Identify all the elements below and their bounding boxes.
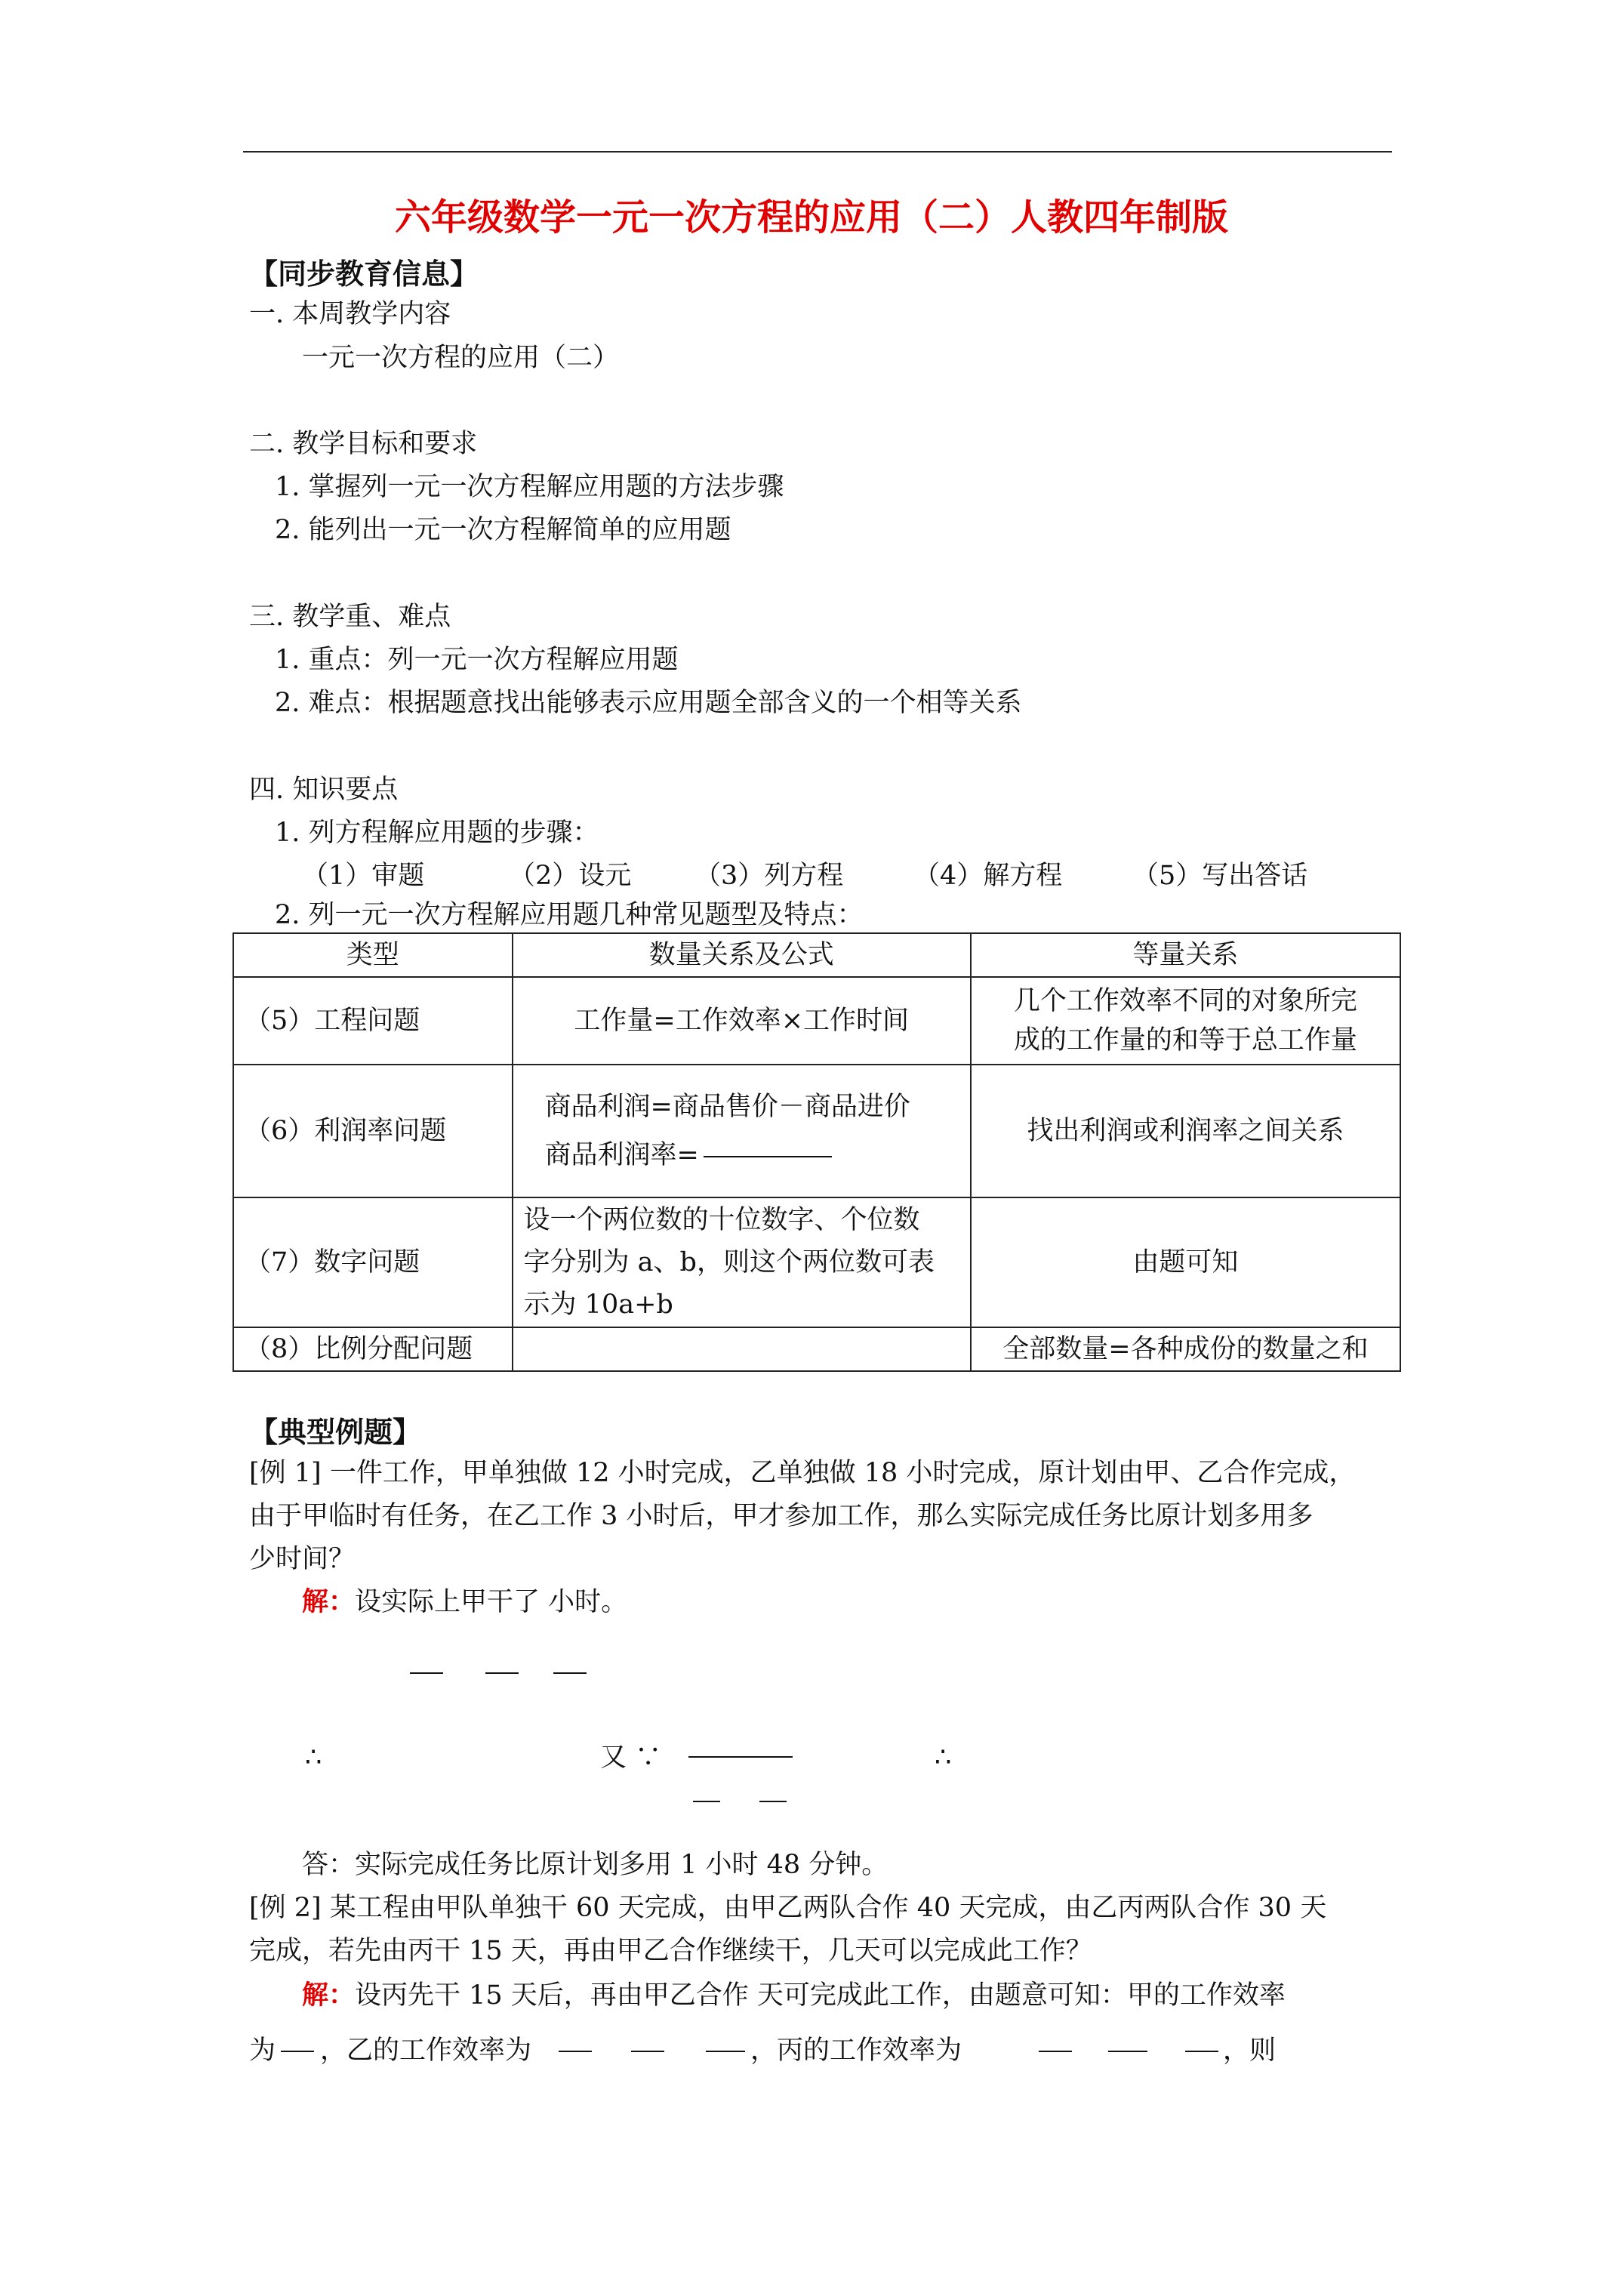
fraction-bar	[1039, 2051, 1072, 2052]
header-cell: 数量关系及公式	[513, 933, 971, 977]
step: （3）列方程	[694, 861, 844, 891]
section-4-item1: 1. 列方程解应用题的步骤：	[275, 818, 599, 848]
solution-text: 设丙先干 15 天后，再由甲乙合作 天可完成此工作，由题意可知：甲的工作效率	[355, 1980, 1286, 2011]
sync-header: 【同步教育信息】	[249, 257, 479, 291]
formula-cell	[513, 1197, 971, 1327]
table-row	[233, 1327, 1400, 1371]
table-row	[233, 1065, 1400, 1197]
fraction-bar	[688, 1756, 793, 1758]
example-2-rate-line: 为	[249, 2036, 276, 2066]
example-2-text: [例 2] 某工程由甲队单独干 60 天完成，由甲乙两队合作 40 天完成，由乙丙两队合作 30 天	[249, 1893, 1327, 1923]
type-cell: （7）数字问题	[233, 1197, 513, 1327]
problem-type-table	[233, 932, 1401, 1372]
fraction-bar	[410, 1672, 443, 1674]
formula-line: 字分别为 a、b，则这个两位数可表	[523, 1247, 935, 1277]
section-4-item2: 2. 列一元一次方程解应用题几种常见题型及特点：	[275, 900, 864, 930]
fraction-bar	[559, 2051, 592, 2052]
relation-line: 成的工作量的和等于总工作量	[1013, 1025, 1357, 1056]
example-2-rate-line: ，则	[1223, 2036, 1277, 2066]
fraction-bar	[1108, 2051, 1147, 2052]
solution-label: 解：	[302, 1980, 356, 2011]
relation-line: 几个工作效率不同的对象所完	[1013, 986, 1357, 1016]
example-2-rate-line: ，乙的工作效率为	[320, 2036, 532, 2066]
solution-label: 解：	[302, 1586, 356, 1617]
formula-line: 商品利润率=	[544, 1140, 699, 1170]
section-2-item: 1. 掌握列一元一次方程解应用题的方法步骤	[275, 472, 784, 502]
formula-line: 工作量=工作效率×工作时间	[574, 1006, 910, 1036]
section-2-item: 2. 能列出一元一次方程解简单的应用题	[275, 515, 731, 545]
step: （2）设元	[509, 861, 632, 891]
section-4-heading: 四. 知识要点	[249, 775, 399, 805]
step: （5）写出答话	[1132, 861, 1308, 891]
relation-cell: 找出利润或利润率之间关系	[971, 1065, 1400, 1197]
table-header-row	[233, 933, 1400, 977]
example-1-solution	[302, 1586, 627, 1619]
formula-cell	[513, 977, 971, 1065]
formula-line: 设一个两位数的十位数字、个位数	[523, 1205, 920, 1235]
section-3-item: 1. 重点：列一元一次方程解应用题	[275, 645, 679, 675]
therefore-symbol: ∴	[305, 1743, 322, 1773]
section-3-heading: 三. 教学重、难点	[249, 602, 451, 632]
section-2-heading: 二. 教学目标和要求	[249, 429, 478, 459]
example-1-answer: 答：实际完成任务比原计划多用 1 小时 48 分钟。	[302, 1850, 888, 1880]
table-row	[233, 977, 1400, 1065]
fraction-bar	[485, 1672, 519, 1674]
relation-cell: 全部数量=各种成份的数量之和	[971, 1327, 1400, 1371]
section-3-item: 2. 难点：根据题意找出能够表示应用题全部含义的一个相等关系	[275, 688, 1022, 718]
fraction-bar	[1185, 2051, 1218, 2052]
example-2-rate-line: ，丙的工作效率为	[750, 2036, 962, 2066]
step: （1）审题	[302, 861, 425, 891]
section-1-heading: 一. 本周教学内容	[249, 299, 451, 329]
example-2-text: 完成，若先由丙干 15 天，再由甲乙合作继续干，几天可以完成此工作？	[249, 1936, 1092, 1966]
example-1-text: 由于甲临时有任务，在乙工作 3 小时后，甲才参加工作，那么实际完成任务比原计划多用多	[249, 1501, 1313, 1531]
header-cell: 等量关系	[971, 933, 1400, 977]
because-clause: 又 ∵	[600, 1743, 662, 1773]
formula-line: 示为 10a+b	[523, 1290, 673, 1320]
formula-cell	[513, 1065, 971, 1197]
example-2-solution	[302, 1979, 1286, 2012]
fraction-bar	[759, 1801, 787, 1802]
formula-line: 商品利润=商品售价－商品进价	[544, 1092, 910, 1122]
relation-cell: 由题可知	[971, 1197, 1400, 1327]
type-cell: （8）比例分配问题	[233, 1327, 513, 1371]
therefore-symbol: ∴	[935, 1743, 952, 1773]
step: （4）解方程	[913, 861, 1063, 891]
formula-line-wrap	[545, 1136, 959, 1175]
fraction-bar	[281, 2051, 314, 2052]
relation-cell	[971, 977, 1400, 1065]
examples-header: 【典型例题】	[249, 1415, 422, 1449]
header-cell: 类型	[233, 933, 513, 977]
fraction-bar	[631, 2051, 664, 2052]
fraction-bar	[706, 2051, 745, 2052]
fraction-bar	[693, 1801, 720, 1802]
formula-cell	[513, 1327, 971, 1371]
solution-text: 设实际上甲干了 小时。	[355, 1587, 628, 1617]
type-cell: （5）工程问题	[233, 977, 513, 1065]
fraction-bar	[553, 1672, 587, 1674]
header-rule	[243, 151, 1392, 153]
type-cell: （6）利润率问题	[233, 1065, 513, 1197]
section-1-content: 一元一次方程的应用（二）	[302, 343, 620, 373]
table-row	[233, 1197, 1400, 1327]
example-1-text: [例 1] 一件工作，甲单独做 12 小时完成，乙单独做 18 小时完成，原计划由甲、乙合作完成，	[249, 1458, 1356, 1488]
example-1-text: 少时间？	[249, 1544, 356, 1574]
page-title: 六年级数学一元一次方程的应用（二）人教四年制版	[394, 196, 1228, 239]
fraction-bar	[704, 1156, 832, 1157]
